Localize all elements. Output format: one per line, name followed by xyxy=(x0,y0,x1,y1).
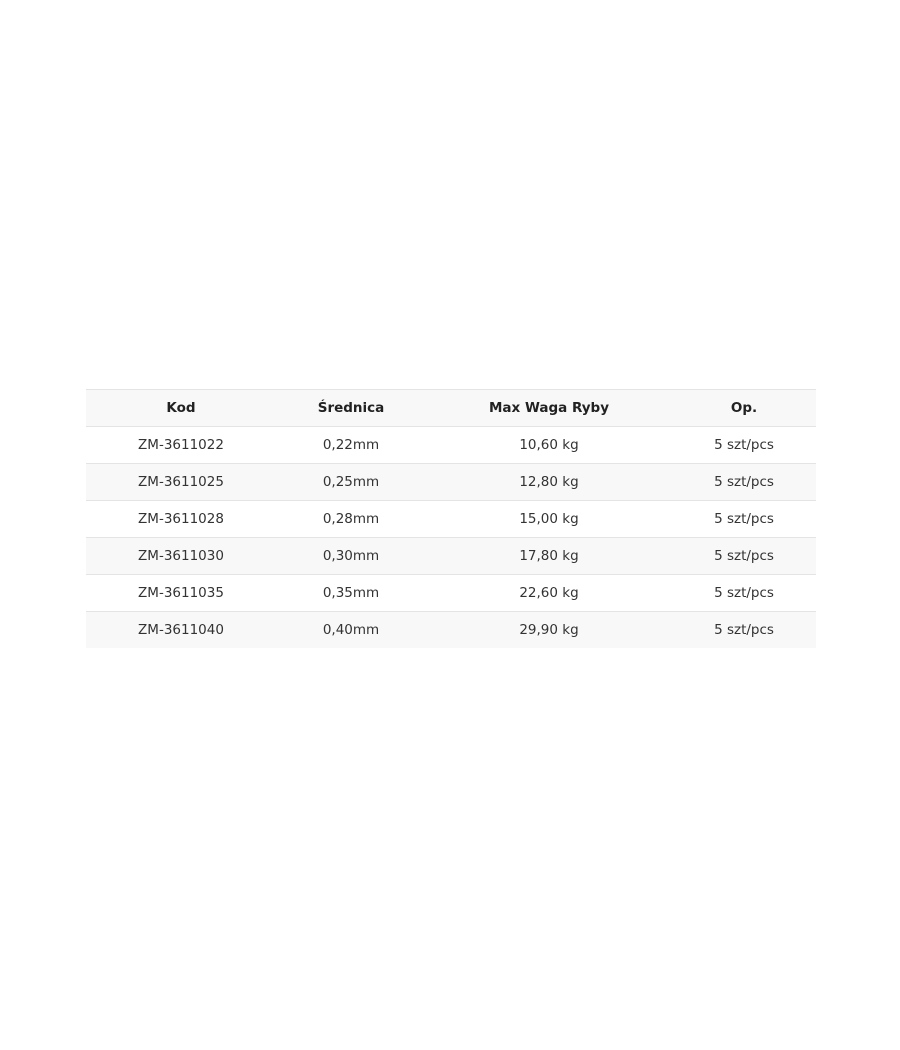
header-code: Kod xyxy=(166,400,196,416)
header-max-fish-weight: Max Waga Ryby xyxy=(489,400,609,416)
table-body xyxy=(86,427,816,649)
cell-max-weight: 29,90 kg xyxy=(519,622,579,638)
table-row xyxy=(86,464,816,501)
cell-pack: 5 szt/pcs xyxy=(714,548,774,564)
table-header-row xyxy=(86,390,816,427)
cell-pack: 5 szt/pcs xyxy=(714,474,774,490)
cell-diameter: 0,35mm xyxy=(322,585,380,601)
table-row xyxy=(86,612,816,649)
cell-diameter: 0,22mm xyxy=(322,437,380,453)
cell-pack: 5 szt/pcs xyxy=(714,437,774,453)
cell-max-weight: 12,80 kg xyxy=(519,474,579,490)
cell-pack: 5 szt/pcs xyxy=(714,585,774,601)
table-row xyxy=(86,538,816,575)
cell-pack: 5 szt/pcs xyxy=(714,511,774,527)
cell-code: ZM-3611035 xyxy=(138,585,224,601)
header-pack: Op. xyxy=(730,400,758,416)
cell-max-weight: 10,60 kg xyxy=(519,437,579,453)
table-header xyxy=(86,390,816,427)
product-spec-table-container xyxy=(86,389,816,648)
cell-code: ZM-3611030 xyxy=(138,548,224,564)
cell-code: ZM-3611028 xyxy=(138,511,224,527)
cell-diameter: 0,30mm xyxy=(322,548,380,564)
header-diameter: Średnica xyxy=(317,400,385,416)
cell-code: ZM-3611025 xyxy=(138,474,224,490)
cell-max-weight: 15,00 kg xyxy=(519,511,579,527)
table-row xyxy=(86,501,816,538)
cell-pack: 5 szt/pcs xyxy=(714,622,774,638)
cell-code: ZM-3611022 xyxy=(138,437,224,453)
cell-max-weight: 22,60 kg xyxy=(519,585,579,601)
cell-code: ZM-3611040 xyxy=(138,622,224,638)
cell-diameter: 0,28mm xyxy=(322,511,380,527)
cell-diameter: 0,40mm xyxy=(322,622,380,638)
product-spec-table xyxy=(86,389,816,648)
cell-max-weight: 17,80 kg xyxy=(519,548,579,564)
table-row xyxy=(86,575,816,612)
cell-diameter: 0,25mm xyxy=(322,474,380,490)
table-row xyxy=(86,427,816,464)
